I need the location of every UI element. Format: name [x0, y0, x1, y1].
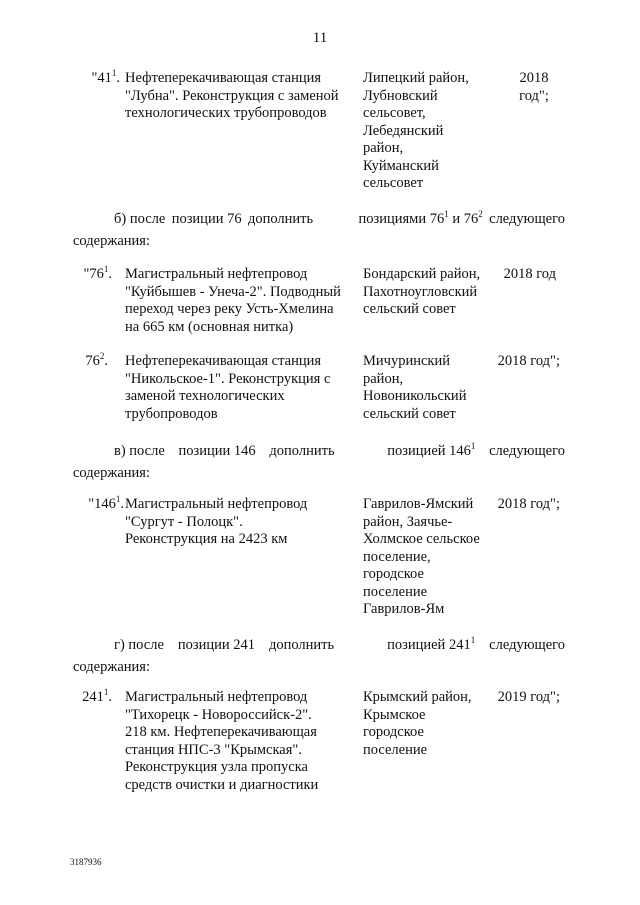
object-name: Магистральный нефтепровод "Куйбышев - Унеча-2". Подводный переход через реку Усть-Хмелина на 665 км (основная нитка)	[125, 266, 341, 335]
amendment-paragraph: б) после позиции 76 дополнить позициями $76^1$ и $76^2$ следующего содержания:	[73, 209, 565, 249]
object-location: Бондарский район, Пахотноугловский сельский совет	[363, 266, 481, 317]
completion-year: 2018 год";	[497, 496, 560, 512]
object-name: Нефтеперекачивающая станция "Никольское-1". Реконструкция с заменой технологических трубопроводов	[125, 353, 331, 422]
position-number: "$41^1$.	[91, 68, 120, 86]
completion-year: 2018 год";	[497, 353, 560, 369]
object-location: Гаврилов-Ямский район, Заячье- Холмское сельское поселение, городское поселение Гаврилов-Ям	[363, 496, 480, 617]
completion-year: 2018 год";	[519, 70, 549, 104]
object-name: Магистральный нефтепровод "Тихорецк - Новороссийск-2". 218 км. Нефтеперекачивающая станция НПС-3 "Крымская". Реконструкция узла пропуска средств очистки и диагностики	[125, 689, 319, 793]
page-number: 11	[312, 30, 328, 46]
amendment-paragraph: г) после позиции 241 дополнить позицией $241^1$ следующего содержания:	[73, 635, 565, 675]
object-location: Липецкий район, Лубновский сельсовет, Лебедянский район, Куйманский сельсовет	[363, 70, 469, 191]
position-number: $241^1$.	[82, 687, 112, 705]
completion-year: 2019 год";	[497, 689, 560, 705]
position-number: $76^2$.	[85, 351, 108, 369]
completion-year: 2018 год	[503, 266, 556, 282]
document-id: 3187936	[70, 857, 102, 867]
object-name: Нефтеперекачивающая станция "Лубна". Реконструкция с заменой технологических трубопроводов	[125, 70, 339, 121]
position-number: "$146^1$.	[88, 494, 124, 512]
position-number: "$76^1$.	[83, 264, 112, 282]
object-location: Крымский район, Крымское городское поселение	[363, 689, 472, 758]
object-location: Мичуринский район, Новоникольский сельский совет	[363, 353, 467, 422]
amendment-paragraph: в) после позиции 146 дополнить позицией $146^1$ следующего содержания:	[73, 441, 565, 481]
object-name: Магистральный нефтепровод "Сургут - Полоцк". Реконструкция на 2423 км	[125, 496, 308, 547]
